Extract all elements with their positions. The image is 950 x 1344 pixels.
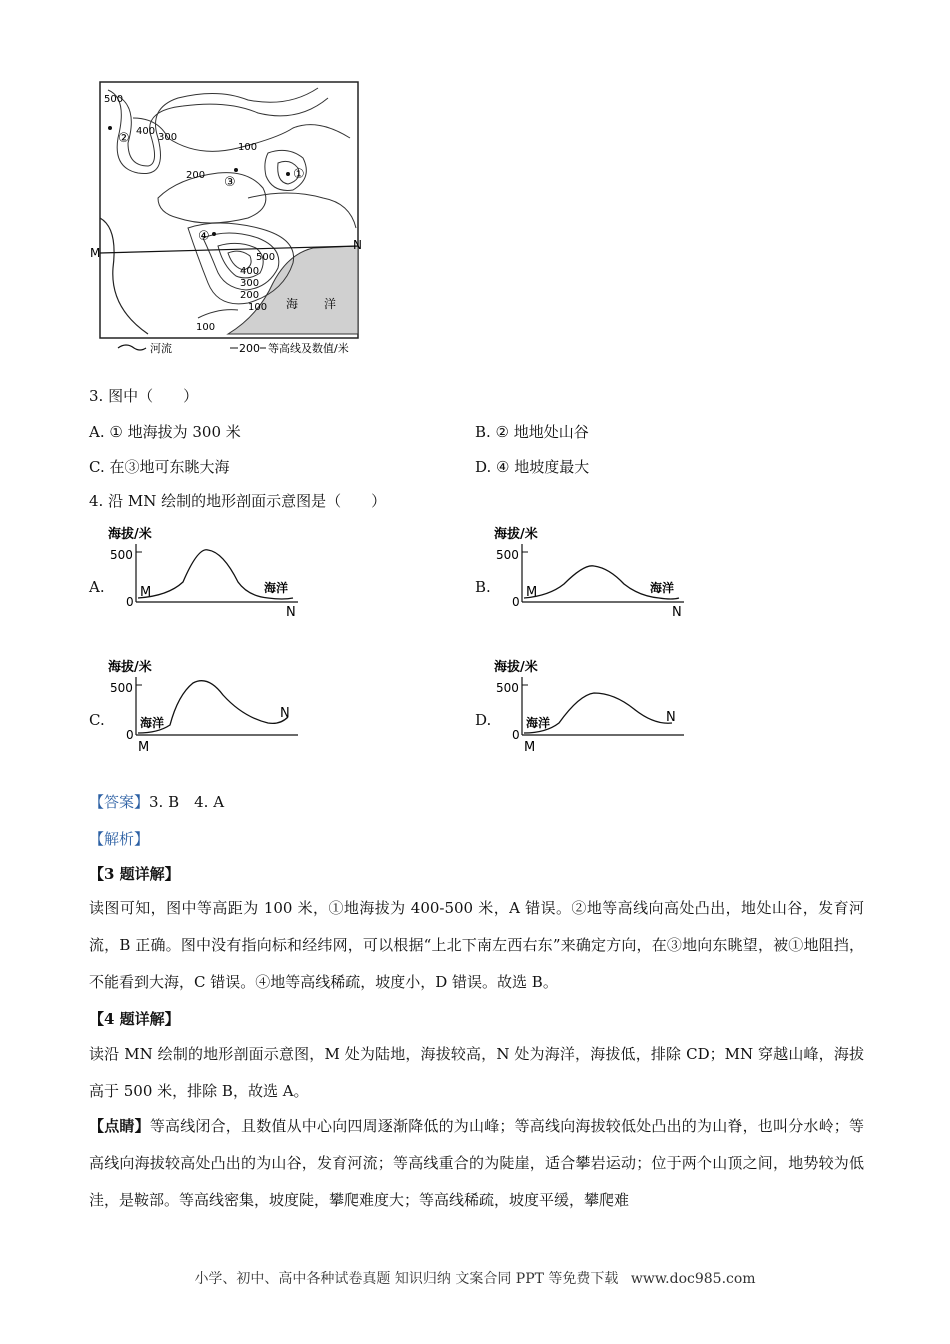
answer-tag: 【答案】 (89, 793, 150, 811)
sea-label: 海 (286, 297, 299, 311)
answer-text: 3. B 4. A (149, 793, 225, 811)
m-label: M (90, 246, 101, 260)
contour-label: 300 (158, 132, 178, 143)
profile-sea: 海洋 (650, 581, 675, 595)
profile-m: M (138, 740, 150, 755)
point-label-2: ② (118, 131, 130, 146)
profile-zero: 0 (512, 728, 520, 742)
tip-text: 等高线闭合，且数值从中心向四周逐渐降低的为山峰；等高线向海拔较低处凸出的为山脊，也叫分水岭；等高线向海拔较高处凸出的为山谷，发育河流；等高线重合的为陡崖，适合攀岩运动；位于两个山顶之间，地势较为低洼，是鞍部。等高线密集，坡度陡，攀爬难度大；等高线稀疏，坡度平缓，攀爬难 (89, 1117, 864, 1209)
detail4-title: 【4 题详解】 (89, 1010, 180, 1028)
q3-stem: 3. 图中（ ） (89, 387, 199, 405)
profile-b (494, 522, 694, 622)
q4-option-d-letter: D. (475, 711, 492, 729)
point-label-3: ③ (224, 175, 236, 190)
profile-ylabel: 海拔/米 (494, 527, 538, 542)
profile-d-svg (494, 655, 694, 755)
q3-option-a: A. ① 地海拔为 300 米 (89, 423, 241, 441)
profile-ymax: 500 (110, 681, 133, 695)
tip-tag: 【点睛】 (89, 1117, 150, 1135)
profile-c-svg (108, 655, 308, 755)
profile-m: M (526, 585, 538, 600)
profile-sea: 海洋 (526, 716, 551, 730)
contour-label: 100 (196, 322, 216, 333)
profile-n: N (666, 710, 676, 725)
contour-label: 500 (256, 252, 276, 263)
contour-label: 400 (136, 126, 156, 137)
contour-label: 100 (238, 142, 258, 153)
contour-label: 500 (104, 94, 124, 105)
profile-a (108, 522, 308, 622)
analysis-tag: 【解析】 (89, 830, 150, 848)
contour-map-figure (88, 78, 363, 363)
profile-d (494, 655, 694, 755)
q3-option-d: D. ④ 地坡度最大 (475, 458, 590, 476)
profile-n: N (286, 605, 296, 620)
legend-contour-value: 200 (239, 342, 260, 355)
n-label: N (353, 238, 362, 252)
profile-n: N (280, 706, 290, 721)
profile-zero: 0 (126, 595, 134, 609)
profile-ymax: 500 (496, 681, 519, 695)
profile-sea: 海洋 (264, 581, 289, 595)
profile-sea: 海洋 (140, 716, 165, 730)
q4-option-c-letter: C. (89, 711, 105, 729)
profile-zero: 0 (126, 728, 134, 742)
contour-label: 400 (240, 266, 260, 277)
point-label-1: ① (293, 167, 305, 182)
q4-option-b-letter: B. (475, 578, 491, 596)
contour-map (88, 78, 363, 363)
footer-text: 小学、初中、高中各种试卷真题 知识归纳 文案合同 PPT 等免费下载 (194, 1271, 619, 1287)
profile-c (108, 655, 308, 755)
profile-zero: 0 (512, 595, 520, 609)
detail4-text: 读沿 MN 绘制的地形剖面示意图，M 处为陆地，海拔较高，N 处为海洋，海拔低，排除 CD；MN 穿越山峰，海拔高于 500 米，排除 B，故选 A。 (89, 1045, 864, 1100)
q4-stem: 4. 沿 MN 绘制的地形剖面示意图是（ ） (89, 492, 387, 510)
detail3-title: 【3 题详解】 (89, 865, 180, 883)
profile-a-svg (108, 522, 308, 622)
q3-option-b: B. ② 地地处山谷 (475, 423, 589, 441)
legend-contour-label: 等高线及数值/米 (268, 342, 349, 355)
footer-url[interactable]: www.doc985.com (630, 1271, 756, 1287)
profile-ylabel: 海拔/米 (494, 660, 538, 675)
q4-option-a-letter: A. (89, 578, 105, 596)
contour-label: 200 (186, 170, 206, 181)
profile-ylabel: 海拔/米 (108, 527, 152, 542)
profile-b-svg (494, 522, 694, 622)
contour-label: 200 (240, 290, 260, 301)
profile-m: M (140, 585, 152, 600)
legend-river-label: 河流 (150, 342, 172, 355)
q3-option-c: C. 在③地可东眺大海 (89, 458, 230, 476)
contour-label: 100 (248, 302, 268, 313)
profile-n: N (672, 605, 682, 620)
profile-ymax: 500 (110, 548, 133, 562)
page-footer (0, 1268, 950, 1288)
tip-paragraph (89, 1108, 864, 1219)
sea-label: 洋 (324, 297, 337, 311)
detail3-text: 读图可知，图中等高距为 100 米，①地海拔为 400-500 米，A 错误。②地等高线向高处凸出，地处山谷，发育河流，B 正确。图中没有指向标和经纬网，可以根据“上北下南左西右东”来确定方向，在③地向东眺望，被①地阻挡，不能看到大海，C 错误。④地等高线稀疏，坡度小，D 错误。故选 B。 (89, 899, 864, 991)
profile-m: M (524, 740, 536, 755)
point-label-4: ④ (198, 229, 210, 244)
profile-ymax: 500 (496, 548, 519, 562)
contour-label: 300 (240, 278, 260, 289)
profile-ylabel: 海拔/米 (108, 660, 152, 675)
answer-line (89, 792, 224, 812)
